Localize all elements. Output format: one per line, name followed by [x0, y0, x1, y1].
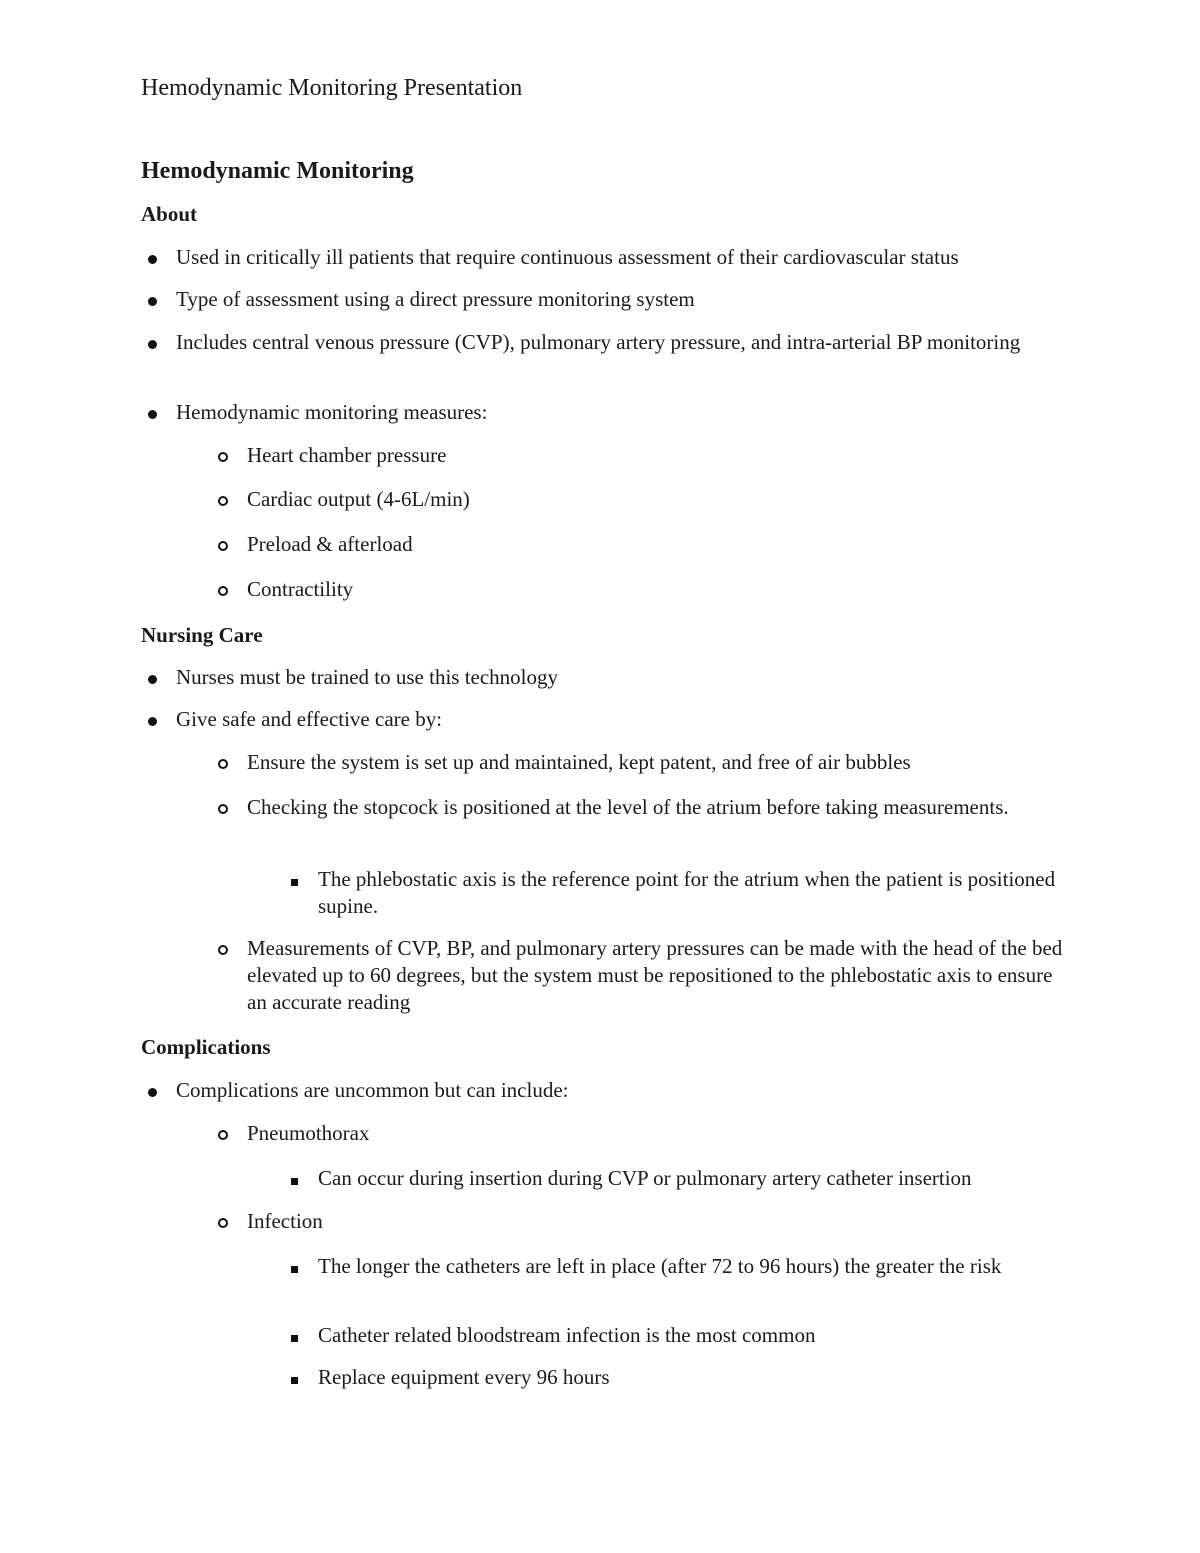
circle-bullet-icon [213, 749, 233, 776]
list-item [318, 866, 1068, 920]
square-bullet-icon [284, 1322, 304, 1349]
list-item [176, 286, 1066, 313]
about-heading: About [141, 202, 198, 226]
list-item-text: Catheter related bloodstream infection is the most common [318, 1323, 816, 1347]
list-item-text: Replace equipment every 96 hours [318, 1365, 610, 1389]
list-item [176, 329, 1066, 356]
list-item [318, 1364, 1068, 1391]
list-item-text: Preload & afterload [247, 532, 413, 556]
list-item-text: Cardiac output (4-6L/min) [247, 487, 470, 511]
list-item [318, 1253, 1068, 1280]
circle-bullet-icon [213, 794, 233, 821]
list-item [247, 576, 1067, 603]
list-item [247, 749, 1067, 776]
bullet-icon [142, 1077, 162, 1104]
list-item-text: Measurements of CVP, BP, and pulmonary artery pressures can be made with the head of the bed elevated up to 60 degrees, but the system must be repositioned to the phlebostatic axis to ensure an accurate reading [247, 936, 1063, 1014]
list-item-text: Heart chamber pressure [247, 443, 447, 467]
bullet-icon [142, 706, 162, 733]
bullet-icon [142, 664, 162, 691]
list-item-text: Pneumothorax [247, 1121, 370, 1145]
circle-bullet-icon [213, 442, 233, 469]
nursing-care-heading: Nursing Care [141, 623, 263, 647]
list-item-text: The phlebostatic axis is the reference point for the atrium when the patient is positioned supine. [318, 867, 1056, 918]
list-item [247, 442, 1067, 469]
circle-bullet-icon [213, 1208, 233, 1235]
list-item-text: Can occur during insertion during CVP or pulmonary artery catheter insertion [318, 1166, 972, 1190]
circle-bullet-icon [213, 486, 233, 513]
list-item-text: Includes central venous pressure (CVP), pulmonary artery pressure, and intra-arterial BP monitoring [176, 330, 1021, 354]
list-item [247, 794, 1067, 821]
list-item-text: Infection [247, 1209, 323, 1233]
list-item [176, 664, 1066, 691]
list-item-text: Hemodynamic monitoring measures: [176, 400, 488, 424]
list-item [318, 1322, 1068, 1349]
list-item [247, 486, 1067, 513]
list-item-text: Ensure the system is set up and maintained, kept patent, and free of air bubbles [247, 750, 911, 774]
list-item-text: Used in critically ill patients that require continuous assessment of their cardiovascular status [176, 245, 959, 269]
complications-heading: Complications [141, 1035, 271, 1059]
bullet-icon [142, 399, 162, 426]
bullet-icon [142, 244, 162, 271]
list-item [176, 399, 1066, 426]
bullet-icon [142, 286, 162, 313]
list-item [318, 1165, 1068, 1192]
list-item-text: Checking the stopcock is positioned at the level of the atrium before taking measurements. [247, 795, 1009, 819]
document-page [141, 70, 1071, 1389]
list-item [247, 935, 1067, 1016]
list-item [247, 1208, 1067, 1235]
list-item-text: Contractility [247, 577, 354, 601]
circle-bullet-icon [213, 576, 233, 603]
square-bullet-icon [284, 1253, 304, 1280]
list-item [176, 706, 1066, 733]
list-item-text: Complications are uncommon but can include: [176, 1078, 569, 1102]
circle-bullet-icon [213, 1120, 233, 1147]
circle-bullet-icon [213, 935, 233, 962]
square-bullet-icon [284, 1364, 304, 1391]
bullet-icon [142, 329, 162, 356]
list-item-text: Type of assessment using a direct pressure monitoring system [176, 287, 695, 311]
list-item-text: The longer the catheters are left in place (after 72 to 96 hours) the greater the risk [318, 1254, 1002, 1278]
list-item-text: Nurses must be trained to use this technology [176, 665, 559, 689]
list-item [176, 1077, 1066, 1104]
list-item [176, 244, 1066, 271]
circle-bullet-icon [213, 531, 233, 558]
list-item-text: Give safe and effective care by: [176, 707, 443, 731]
document-title: Hemodynamic Monitoring Presentation [141, 75, 523, 101]
list-item [247, 531, 1067, 558]
section-title: Hemodynamic Monitoring [141, 158, 414, 184]
square-bullet-icon [284, 1165, 304, 1192]
list-item [247, 1120, 1067, 1147]
square-bullet-icon [284, 866, 304, 893]
